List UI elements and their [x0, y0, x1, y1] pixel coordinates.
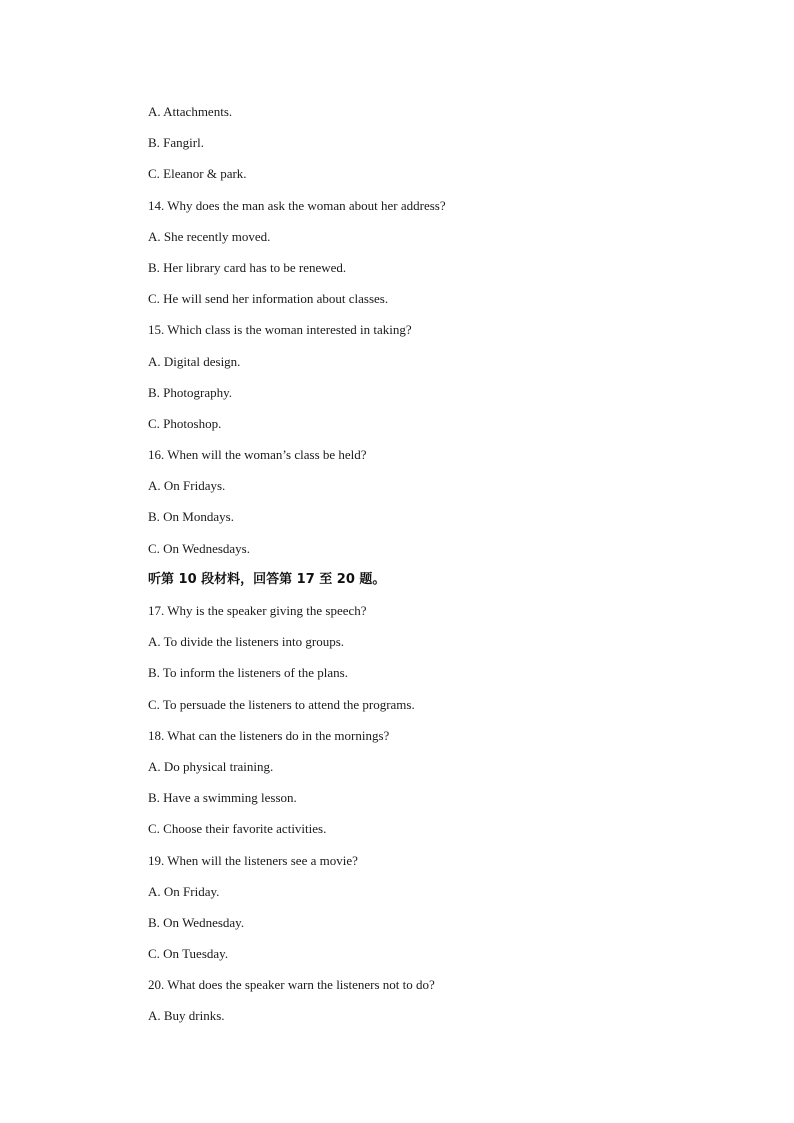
answer-option: A. She recently moved.	[148, 228, 271, 244]
question-stem: 18. What can the listeners do in the mornings?	[148, 727, 390, 743]
question-stem: 16. When will the woman’s class be held?	[148, 447, 367, 463]
answer-option: B. Her library card has to be renewed.	[148, 259, 347, 275]
answer-option: B. On Mondays.	[148, 509, 234, 525]
answer-option: A. On Friday.	[148, 883, 220, 899]
answer-option: B. To inform the listeners of the plans.	[148, 665, 348, 681]
question-stem: 20. What does the speaker warn the listeners not to do?	[148, 977, 435, 993]
answer-option: C. Photoshop.	[148, 415, 222, 431]
section-heading: 听第 10 段材料，回答第 17 至 20 题。	[148, 571, 386, 587]
answer-option: C. On Tuesday.	[148, 946, 229, 962]
answer-option: C. On Wednesdays.	[148, 540, 250, 556]
answer-option: C. To persuade the listeners to attend the programs.	[148, 696, 415, 712]
answer-option: A. Digital design.	[148, 353, 241, 369]
question-stem: 14. Why does the man ask the woman about her address?	[148, 197, 446, 213]
answer-option: B. Have a swimming lesson.	[148, 790, 297, 806]
answer-option: A. Do physical training.	[148, 758, 274, 774]
answer-option: B. On Wednesday.	[148, 914, 245, 930]
answer-option: A. Attachments.	[148, 104, 233, 119]
question-stem: 19. When will the listeners see a movie?	[148, 852, 358, 868]
answer-option: C. Eleanor & park.	[148, 166, 247, 182]
answer-option: C. He will send her information about classes.	[148, 291, 389, 307]
answer-option: B. Fangirl.	[148, 135, 204, 151]
answer-option: B. Photography.	[148, 384, 233, 400]
answer-option: C. Choose their favorite activities.	[148, 821, 327, 837]
question-stem: 15. Which class is the woman interested in taking?	[148, 322, 412, 338]
answer-option: A. On Fridays.	[148, 478, 226, 494]
question-stem: 17. Why is the speaker giving the speech?	[148, 603, 367, 618]
answer-option: A. Buy drinks.	[148, 1008, 225, 1024]
question-list	[148, 102, 748, 1038]
answer-option: A. To divide the listeners into groups.	[148, 634, 344, 650]
